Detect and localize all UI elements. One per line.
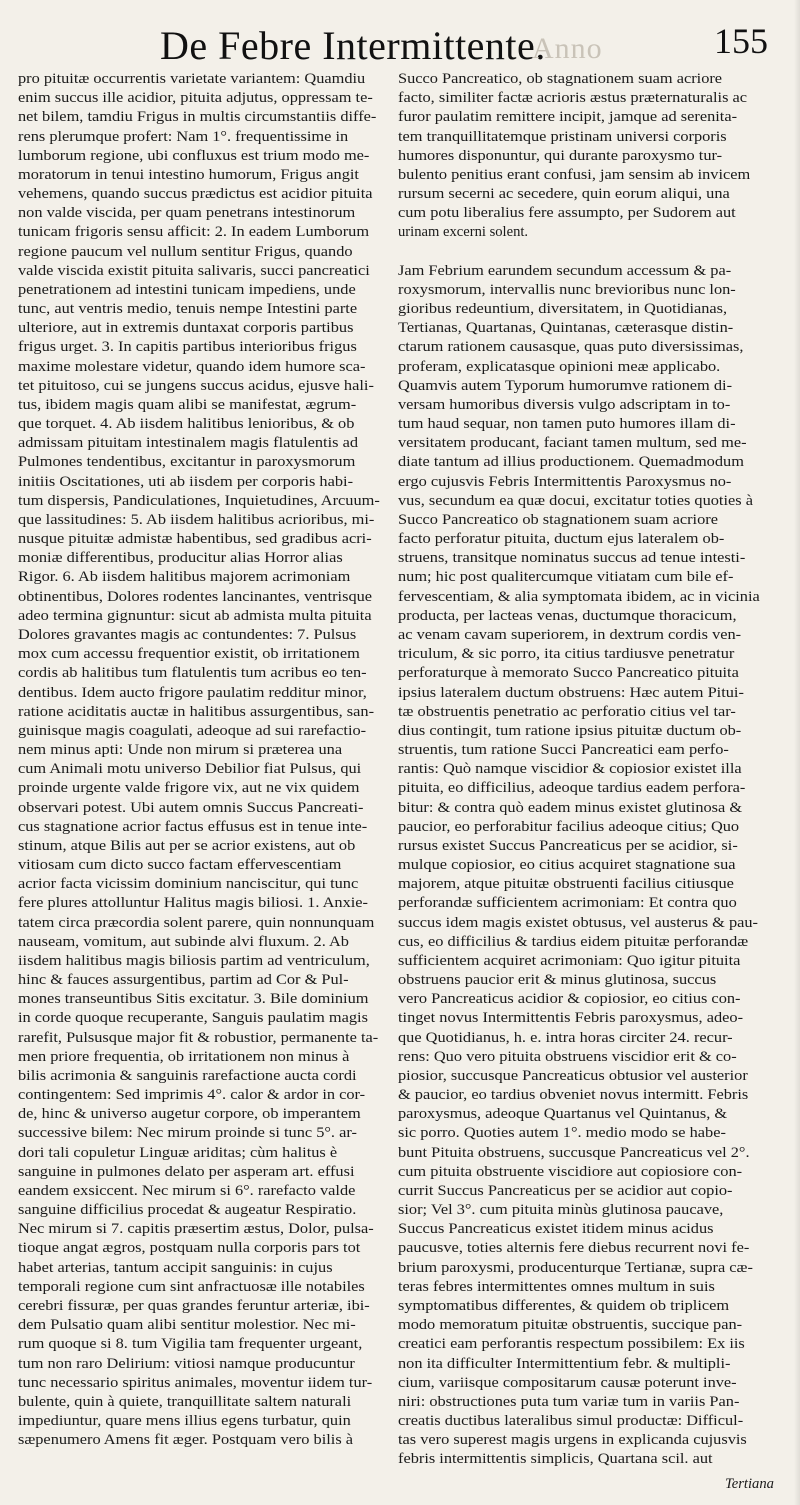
text-line: currit Succus Pancreaticus per se acidior aut copio- bbox=[398, 1182, 733, 1199]
text-line: sior; Vel 3°. cum pituita minùs glutinosa paucave, bbox=[398, 1202, 724, 1219]
text-line: producta, per lacteas venas, ductumque thoracicum, bbox=[398, 607, 737, 624]
text-line: tatem circa præcordia solent parere, quin nonnunquam bbox=[18, 914, 375, 931]
text-line: tus, ibidem magis quam alibi se manifestat, ægrum- bbox=[18, 396, 357, 413]
text-line: rens plerumque profert: Nam 1°. frequentissime in bbox=[18, 128, 349, 145]
text-line: obtinentibus, Dolores rodentes lancinantes, ventrisque bbox=[18, 588, 373, 605]
text-line: tas vero superest magis urgens in explicanda cujusvis bbox=[398, 1432, 747, 1449]
text-line: tum dispersis, Pandiculationes, Inquietudines, Arcuum- bbox=[18, 492, 380, 509]
text-line: observari potest. Ubi autem omnis Succus Pancreati- bbox=[18, 799, 364, 816]
text-line: nauseam, vomitum, aut subinde alvi fluxum. 2. Ab bbox=[18, 933, 349, 950]
text-line: Rigor. 6. Ab iisdem halitibus majorem acrimoniam bbox=[18, 569, 351, 586]
text-line: initiis Oscitationes, uti ab iisdem per corporis habi- bbox=[18, 473, 354, 490]
text-line: symptomatibus differentes, & quidem ob triplicem bbox=[398, 1298, 730, 1314]
text-line: vus, secundum ea quæ docui, excitatur toties quoties à bbox=[398, 492, 753, 509]
text-line: vitiosam cum dicto succo factam effervescentiam bbox=[18, 857, 342, 874]
text-line: piosior, succusque Pancreaticus obtusior vel austerior bbox=[398, 1067, 748, 1084]
text-line: moratorum in tenui intestino humorum, Frigus angit bbox=[18, 166, 359, 183]
text-line: paucior, eo perforabitur facilius adeoque citius; Quo bbox=[398, 818, 740, 835]
text-line: & paucior, eo tardius obveniet novus intermitt. Febris bbox=[398, 1087, 749, 1104]
text-line: net bilem, tamdiu Frigus in multis circumstantiis diffe- bbox=[18, 109, 377, 126]
text-line: perforaturque à memorato Succo Pancreatico pituita bbox=[398, 665, 739, 682]
text-line: cus stagnatione acrior factus effusus est in tenue inte- bbox=[18, 818, 368, 835]
text-line: Nec mirum si 7. capitis præsertim æstus, Dolor, pulsa- bbox=[18, 1221, 374, 1238]
text-line: majorem, atque pituitæ obstruenti facilius citiusque bbox=[398, 876, 734, 893]
text-line: facto, similiter factæ acrioris æstus præternaturalis ac bbox=[398, 90, 748, 107]
text-line: men priore frequentia, ob irritationem non minus à bbox=[18, 1048, 350, 1065]
text-line: frigus urget. 3. In capitis partibus interioribus frigus bbox=[18, 339, 357, 356]
text-line: tet pituitoso, cui se jungens succus acidus, ejusve hali- bbox=[18, 377, 374, 394]
text-line: que torquet. 4. Ab iisdem halitibus lenioribus, & ob bbox=[18, 416, 355, 433]
text-line: proferam, explicatasque opinioni meæ applicabo. bbox=[398, 358, 721, 375]
text-line: tunicam frigoris sensu afficit: 2. In eadem Lumborum bbox=[18, 224, 370, 241]
text-line: dori tali copuletur Linguæ ariditas; cùm halitus è bbox=[18, 1144, 338, 1161]
text-line: tem tranquillitatemque pristinam universi corporis bbox=[398, 128, 727, 145]
text-line: regione paucum vel nullum sentitur Frigus, quando bbox=[18, 243, 353, 260]
running-header bbox=[0, 18, 800, 76]
text-line: Quamvis autem Typorum humorumve rationem di- bbox=[398, 377, 733, 394]
text-line: creatici eam perforantis respectum possibilem: Ex iis bbox=[398, 1336, 745, 1353]
text-line: nusque pituitæ admistæ habentibus, sed gradibus acri- bbox=[18, 531, 372, 548]
text-line: nem minus apti: Unde non mirum si præterea una bbox=[18, 742, 343, 759]
text-line: diate tantum ad illius productionem. Quemadmodum bbox=[398, 454, 744, 471]
text-line: cum potu liberalius fere assumpto, per Sudorem aut bbox=[398, 205, 736, 222]
text-line: Tertianas, Quartanas, Quintanas, cæterasque distin- bbox=[398, 320, 734, 337]
text-line: fere plures attolluntur Halitus magis biliosi. 1. Anxie- bbox=[18, 895, 368, 912]
text-line: struentis, tum ratione Succi Pancreatici eam perfo- bbox=[398, 742, 729, 759]
text-line: de, hinc & universo augetur corpore, ob imperantem bbox=[18, 1106, 361, 1123]
text-line: acrior facta vicissim dominium nanciscitur, qui tunc bbox=[18, 876, 359, 893]
text-line: bunt Pituita obstruens, succusque Pancreaticus vel 2°. bbox=[398, 1144, 750, 1161]
text-line: creatis ductibus lateralibus simul productæ: Difficul- bbox=[398, 1413, 744, 1430]
text-line: brium paroxysmi, producenturque Tertianæ, supra cæ- bbox=[398, 1259, 753, 1276]
text-line: Succo Pancreatico, ob stagnationem suam acriore bbox=[398, 71, 723, 87]
right-column bbox=[398, 70, 788, 1470]
text-line: cium, variisque compositarum causæ poterunt inve- bbox=[398, 1374, 737, 1391]
text-line: iisdem halitibus magis biliosis partim ad ventriculum, bbox=[18, 952, 370, 969]
text-line: bulente, quin à quiete, tranquillitate saltem naturali bbox=[18, 1393, 352, 1410]
text-line: cum pituita obstruente viscidiore aut copiosiore con- bbox=[398, 1163, 743, 1180]
text-line: niri: obstructiones puta tum variæ tum in variis Pan- bbox=[398, 1393, 740, 1410]
text-line: cordis ab halitibus tum flatulentis tum acribus eo ten- bbox=[18, 665, 367, 682]
text-line: maxime molestare videtur, quando idem humore sca- bbox=[18, 358, 366, 375]
text-line: versam humoribus diversis vulgo adscriptam in to- bbox=[398, 396, 731, 413]
text-line: non valde viscida, per quam penetrans intestinorum bbox=[18, 205, 356, 222]
text-line: tum non raro Delirium: vitiosi namque producuntur bbox=[18, 1355, 355, 1372]
text-line: tum haud sequar, non tamen puto humores illam di- bbox=[398, 416, 736, 433]
text-line: impediuntur, quare mens illius egens turbatur, quin bbox=[18, 1413, 351, 1430]
text-line: rarefit, Pulsusque major fit & robustior, permanente ta- bbox=[18, 1029, 379, 1046]
text-line: tunc, aut ventris medio, tenuis nempe Intestini parte bbox=[18, 301, 358, 318]
text-line: ratione aciditatis auctæ in halitibus assurgentibus, san- bbox=[18, 703, 375, 720]
text-line: versitatem producant, faciant tamen multum, sed me- bbox=[398, 435, 747, 452]
running-title: De Febre Intermittente. bbox=[160, 23, 546, 68]
text-line: successive bilem: Nec mirum proinde si tunc 5°. ar- bbox=[18, 1125, 357, 1142]
text-line: moniæ differentibus, producitur alias Horror alias bbox=[18, 550, 343, 567]
text-line: paroxysmus, adeoque Quartanus vel Quintanus, & bbox=[398, 1106, 728, 1123]
text-line: vero Pancreaticus acidior & copiosior, eo citius con- bbox=[398, 991, 741, 1008]
text-line: pituita, eo difficilius, adeoque tardius eadem perfora- bbox=[398, 780, 746, 797]
text-line: habet arterias, tantum accipit sanguinis: in cujus bbox=[18, 1259, 333, 1276]
text-line: teras febres intermittentes omnes multum in suis bbox=[398, 1278, 715, 1295]
text-line: furor paulatim remittere incipit, jamque ad serenita- bbox=[398, 109, 738, 126]
text-line: succus idem magis existet obtusus, vel austerus & pau- bbox=[398, 914, 758, 931]
text-line: dius contingit, tum ratione ipsius pituitæ ductum ob- bbox=[398, 722, 742, 739]
text-line: non ita difficulter Intermittentium febr. & multipli- bbox=[398, 1355, 731, 1372]
text-line: penetrationem ad intestini tunicam impediens, unde bbox=[18, 281, 356, 298]
text-line: Dolores gravantes magis ac contundentes: 7. Pulsus bbox=[18, 626, 357, 643]
text-line: bilis acrimonia & sanguinis rarefactione aucta cordi bbox=[18, 1067, 357, 1084]
text-line: num; hic post qualitercumque vitiatam cum bile ef- bbox=[398, 569, 734, 586]
text-line: proinde urgente valde frigore vix, aut ne vix quidem bbox=[18, 780, 360, 797]
text-line: bitur: & contra quò eadem minus existet glutinosa & bbox=[398, 799, 743, 816]
text-line: pro pituitæ occurrentis varietate variantem: Quamdiu bbox=[18, 71, 366, 87]
text-line: rursus existet Succus Pancreaticus per se acidior, si- bbox=[398, 837, 738, 854]
text-line: bulento penitius erant confusi, jam sensim ab invicem bbox=[398, 166, 751, 183]
text-line: enim succus ille acidior, pituita adjutus, oppressam te- bbox=[18, 90, 373, 107]
text-line: in corde quoque recuperante, Sanguis paulatim magis bbox=[18, 1010, 368, 1027]
text-line: febris intermittentis simplicis, Quartana scil. aut bbox=[398, 1451, 713, 1468]
text-line: ipsius lateralem ductum obstruens: Hæc autem Pitui- bbox=[398, 684, 744, 701]
catchword: Tertiana bbox=[725, 1476, 774, 1492]
text-line: vehemens, quando succus prædictus est acidior pituita bbox=[18, 186, 373, 203]
text-line: que lassitudines: 5. Ab iisdem halitibus acrioribus, mi- bbox=[18, 511, 375, 528]
text-line: sæpenumero Amens fit æger. Postquam vero bilis à bbox=[18, 1432, 354, 1449]
text-line: tioque angat ægros, postquam nulla corporis pars tot bbox=[18, 1240, 361, 1257]
text-line: urinam excerni solent. bbox=[398, 224, 529, 241]
text-line: rens: Quo vero pituita obstruens viscidior erit & co- bbox=[398, 1048, 737, 1065]
page-number: 155 bbox=[714, 21, 768, 61]
text-line: struens, transitque nominatus succus ad tenue intesti- bbox=[398, 550, 746, 567]
text-line: cerebri fissuræ, per quas grandes feruntur arteriæ, ibi- bbox=[18, 1298, 370, 1314]
text-line: lumborum regione, ubi confluxus est trium modo me- bbox=[18, 147, 370, 164]
text-line: dentibus. Idem aucto frigore paulatim redditur minor, bbox=[18, 684, 367, 701]
text-line: Pulmones tendentibus, excitantur in paroxysmorum bbox=[18, 454, 356, 471]
text-line: ctarum rationem causasque, quas puto diversissimas, bbox=[398, 339, 744, 356]
text-line: fervescentiam, & alia symptomata ibidem, ac in vicinia bbox=[398, 588, 760, 605]
text-line: cus, eo difficilius & tardius eidem pituitæ perforandæ bbox=[398, 933, 749, 950]
text-line: dem Pulsatio quam alibi sentitur molestior. Nec mi- bbox=[18, 1317, 356, 1334]
text-line: rum quoque si 8. tum Vigilia tam frequenter urgeant, bbox=[18, 1336, 363, 1353]
text-line: eandem exsiccent. Nec mirum si 6°. rarefacto valde bbox=[18, 1182, 356, 1199]
text-line: perforandæ sufficientem acrimoniam: Et contra quo bbox=[398, 895, 737, 912]
text-line: modo memoratum pituitæ obstruentis, succique pan- bbox=[398, 1317, 743, 1334]
bleed-through-text: Anno bbox=[532, 32, 603, 65]
text-line: contingentem: Sed imprimis 4°. calor & ardor in cor- bbox=[18, 1087, 366, 1104]
page-edge-shadow bbox=[794, 0, 800, 1505]
left-column bbox=[18, 70, 394, 1450]
text-line: mulque copiosior, eo citius acquiret stagnatione sua bbox=[398, 857, 736, 874]
text-line: ulteriore, aut in extremis duntaxat corporis partibus bbox=[18, 320, 354, 337]
text-line: mox cum accessu frequentior existit, ob irritationem bbox=[18, 646, 360, 663]
text-line: gioribus redeuntium, diversitatem, in Quotidianas, bbox=[398, 301, 728, 318]
text-line: Succo Pancreatico ob stagnationem suam acriore bbox=[398, 511, 718, 528]
text-line: humores disponuntur, qui durante paroxysmo tur- bbox=[398, 147, 723, 164]
text-line: admissam pituitam intestinalem magis flatulentis ad bbox=[18, 435, 359, 452]
text-line: sic porro. Quoties autem 1°. medio modo se habe- bbox=[398, 1125, 726, 1142]
text-line: adeo termina gignuntur: sicut ab admista multa pituita bbox=[18, 607, 372, 624]
text-line: sanguine difficilius procedat & augeatur Respiratio. bbox=[18, 1202, 357, 1219]
text-line: sufficientem acquiret acrimoniam: Quo igitur pituita bbox=[398, 952, 741, 969]
text-line: ergo cujusvis Febris Intermittentis Paroxysmus no- bbox=[398, 473, 732, 490]
text-line: Succus Pancreaticus existet itidem minus acidus bbox=[398, 1221, 714, 1238]
text-line: roxysmorum, intervallis nunc brevioribus nunc lon- bbox=[398, 281, 736, 298]
text-line: hinc & fauces assurgentibus, partim ad Cor & Pul- bbox=[18, 972, 349, 989]
text-line: temporali regione cum sint anfractuosæ ille notabiles bbox=[18, 1278, 365, 1295]
text-line bbox=[398, 243, 788, 262]
text-line: tinget novus Intermittentis Febris paroxysmus, adeo- bbox=[398, 1010, 744, 1027]
text-line: rursum secerni ac secedere, quin eorum aliqui, una bbox=[398, 186, 730, 203]
text-line: cum Animali motu universo Debilior fiat Pulsus, qui bbox=[18, 761, 362, 778]
text-line: facto perforatur pituita, ductum ejus lateralem ob- bbox=[398, 531, 725, 548]
text-line: mones transeuntibus Sitis excitatur. 3. Bile dominium bbox=[18, 991, 369, 1008]
text-line: guinisque magis coagulati, adeoque ad sui rarefactio- bbox=[18, 722, 367, 739]
text-line: tunc necessario spiritus animales, moventur iidem tur- bbox=[18, 1374, 373, 1391]
text-line: Jam Febrium earundem secundum accessum & pa- bbox=[398, 262, 732, 279]
text-line: ac venam cavam superiorem, in dextrum cordis ven- bbox=[398, 626, 742, 643]
text-line: triculum, & sic porro, ita citius tardiusve penetratur bbox=[398, 646, 735, 663]
text-line: paucusve, toties alternis fere diebus recurrent novi fe- bbox=[398, 1240, 750, 1257]
text-line: stinum, atque Bilis aut per se acrior existens, aut ob bbox=[18, 837, 356, 854]
text-line: valde viscida existit pituita salivaris, succi pancreatici bbox=[18, 262, 370, 279]
text-line: tæ obstruentis penetratio ac perforatio citius vel tar- bbox=[398, 703, 736, 720]
text-line: rantis: Quò namque viscidior & copiosior existet illa bbox=[398, 761, 742, 778]
text-line: sanguine in pulmones delato per asperam art. effusi bbox=[18, 1163, 355, 1180]
text-line: que Quotidianus, h. e. intra horas circiter 24. recur- bbox=[398, 1029, 733, 1046]
text-line: obstruens paucior erit & minus glutinosa, succus bbox=[398, 972, 717, 989]
